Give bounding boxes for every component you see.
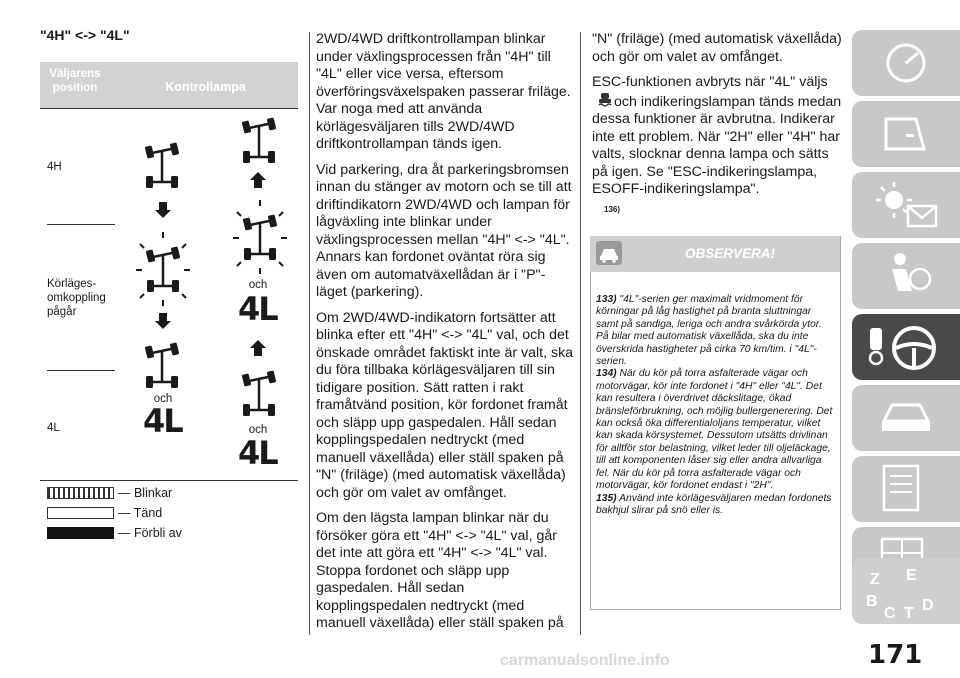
tab-emergency[interactable] (852, 385, 960, 451)
note-number: 135) (596, 492, 617, 504)
drivetrain-icon (145, 140, 181, 194)
car-door-icon (876, 109, 936, 159)
paragraph: 2WD/4WD driftkontrollampan blinkar under växlingsprocessen från "4H" till "4L" eller vice versa, eftersom överföringsväxelspaken passerar friläge. Var noga med att använda körlägesväljaren tills 2WD/4WD driftkontrollampan tänds igen. (316, 31, 571, 152)
warning-text (596, 294, 834, 517)
note-text: När du kör på torra asfalterade vägar och motorvägar, kör inte fordonet i "4H" eller "4L". Det kan resultera i överdrivet däckslitage, ökad bränsleförbrukning, och möjlig bullergenerering. Det kan också öka differentialoljans temperatur, vilket kan skada körsystemet. Dessutom utsätts drivlinan för alltför stor belastning, vilket leder till oljeläckage, till att komponenten låser sig eller andra allvarliga fel. När du kör på torra asfalterade vägar och motorvägar, kör fordonet endast i "2H". (596, 368, 833, 492)
row-divider (47, 370, 115, 371)
tab-safety[interactable] (852, 243, 960, 309)
warning-car-icon (596, 241, 622, 265)
drivetrain-blink-icon (230, 200, 290, 274)
legend-off-swatch (47, 527, 114, 539)
section-heading: "4H" <-> "4L" (40, 27, 130, 43)
paragraph: Om den lägsta lampan blinkar när du försöker göra ett "4H" <-> "4L" val, går det inte att göra ett "4H" <-> "4L" val. Stoppa fordonet och släpp upp gaspedalen. Håll sedan kopplingspedalen nedtryckt (med manuell växellåda) eller ställ spaken på (316, 510, 564, 631)
legend-on: — Tänd (118, 506, 163, 520)
svg-text:D: D (922, 597, 934, 614)
table-bottom-divider (40, 480, 298, 481)
paragraph: Om 2WD/4WD-indikatorn fortsätter att blinka efter ett "4H" <-> "4L" val, och det önskade området faktiskt inte är valt, ska du föra tillbaka körlägesväljaren till sin tidigare position. Sätt ratten i rakt framåtvänd position, kör fordonet framåt och släpp upp gaspedalen. Håll sedan kopplingspedalen nedtryckt (med manuell växellåda) eller ställ spaken på "N" (friläge) (med automatisk växellåda) och gör om valet av omfånget. (316, 309, 574, 501)
svg-text:E: E (906, 567, 917, 584)
och-label: och (153, 393, 173, 405)
legend-on-swatch (47, 507, 114, 519)
column-divider (580, 32, 581, 635)
arrow-up-icon (250, 172, 266, 188)
arrow-down-icon (155, 313, 171, 329)
tab-index[interactable] (852, 558, 960, 624)
paragraph: "N" (friläge) (med automatisk växellåda) och gör om valet av omfånget. (592, 31, 842, 65)
tab-doors[interactable] (852, 101, 960, 167)
note-text: Använd inte körlägesväljaren medan fordonets bakhjul slirar på snö eller is. (596, 492, 832, 516)
right-column (592, 31, 842, 218)
table-header-selector: Väljarens position (49, 68, 101, 94)
drivetrain-icon (242, 368, 278, 422)
paragraph: Vid parkering, dra åt parkeringsbromsen innan du stänger av motorn och se till att driftindikatorn 2WD/4WD och lampan för lågväxling inte blinkar under växlingsprocessen mellan "4H" <-> "4L". Annars kan fordonet oväntat röra sig även om automatväxellådan är i "P"-läget (parkering). (316, 161, 572, 300)
footnote-ref: 136) (604, 204, 621, 214)
lamp-4l-icon: 4L (238, 290, 277, 328)
sun-icon (872, 178, 942, 234)
airbag-icon (878, 249, 938, 305)
tab-lights[interactable] (852, 172, 960, 238)
warning-title: OBSERVERA! (684, 246, 775, 261)
paragraph (592, 74, 842, 199)
drivetrain-icon (242, 115, 278, 169)
row-divider (47, 224, 115, 225)
legend-off: — Förbli av (118, 526, 182, 540)
esc-icon (598, 92, 612, 108)
paragraph-rest: och indikeringslampan tänds medan dessa funktioner är avbrutna. Indikerar inte ett problem. När "2H" eller "4H" har valts, slocknar denna lampa och sätts på igen. Se "ESC-indikeringslampa, ESOFF-indikeringslampa". (592, 93, 842, 197)
table-header-lamp: Kontrollampa (165, 80, 246, 94)
page-number: 171 (868, 640, 923, 670)
drivetrain-icon (145, 340, 181, 394)
arrow-down-icon (155, 202, 171, 218)
document-icon (878, 462, 938, 518)
lamp-4l-icon: 4L (143, 402, 182, 440)
legend-blink-swatch (47, 487, 114, 499)
watermark: carmanualsonline.info (500, 652, 670, 669)
svg-text:Z: Z (870, 571, 880, 588)
table-divider (40, 108, 298, 109)
arrow-up-icon (250, 340, 266, 356)
svg-text:C: C (884, 605, 896, 622)
middle-column (316, 31, 576, 641)
column-divider (309, 32, 310, 635)
drivetrain-icon (876, 38, 936, 88)
note-number: 134) (596, 368, 617, 380)
tab-starting-driving[interactable] (852, 314, 960, 380)
car-icon (876, 393, 936, 443)
alphabet-index-icon (860, 560, 940, 624)
steering-key-icon (866, 318, 946, 378)
och-label: och (248, 279, 268, 291)
tab-maintenance[interactable] (852, 456, 960, 522)
tab-dashboard[interactable] (852, 30, 960, 96)
och-label: och (248, 424, 268, 436)
paragraph-start: ESC-funktionen avbryts när "4L" väljs (592, 74, 828, 90)
lamp-4l-icon: 4L (238, 434, 277, 472)
legend-blink: — Blinkar (118, 486, 173, 500)
drivetrain-blink-icon (133, 232, 193, 306)
note-number: 133) (596, 294, 617, 305)
row-label-4l: 4L (47, 422, 60, 434)
row-label-4h: 4H (47, 161, 62, 173)
svg-text:T: T (904, 605, 914, 622)
note-text: "4L"-serien ger maximalt vridmoment för körningar på låg hastighet på branta sluttningar samt på sandiga, leriga och andra svårkörda ytor. På bilar med automatisk växellåda, ska du inte överskrida hastigheter på cirka 70 km/tim. i "4L"-serien. (596, 294, 822, 368)
row-label-shift: Körläges- omkoppling pågår (47, 278, 106, 318)
svg-text:B: B (866, 593, 878, 610)
